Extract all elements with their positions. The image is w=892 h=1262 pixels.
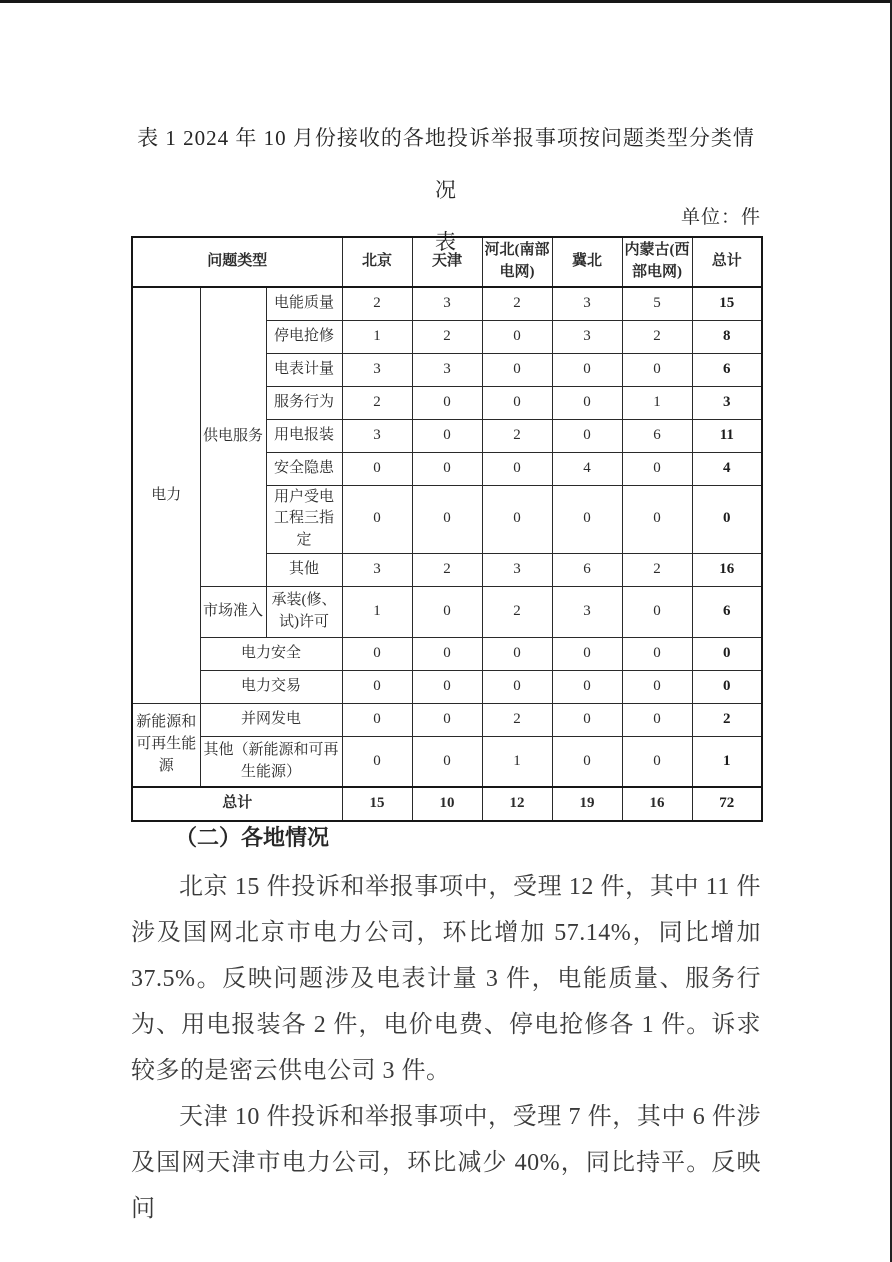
cell-total: 72: [692, 787, 762, 821]
cell-value: 0: [412, 386, 482, 419]
cell-value: 0: [552, 703, 622, 736]
cell-value: 3: [482, 553, 552, 586]
cell-value: 16: [622, 787, 692, 821]
row-label: 电力交易: [200, 670, 342, 703]
group-power-supply-service: 供电服务: [200, 287, 266, 586]
cell-value: 3: [552, 287, 622, 320]
header-problem-type: 问题类型: [132, 237, 342, 287]
table-title-line2: 表: [435, 230, 457, 254]
table-row: [132, 586, 762, 637]
cell-value: 0: [552, 637, 622, 670]
header-region-hebei: 河北(南部电网): [482, 237, 552, 287]
row-label: 承装(修、试)许可: [266, 586, 342, 637]
table-row: [132, 703, 762, 736]
cell-value: 0: [482, 353, 552, 386]
row-label: 服务行为: [266, 386, 342, 419]
cell-value: 2: [342, 287, 412, 320]
group-market-access: 市场准入: [200, 586, 266, 637]
cell-value: 0: [552, 353, 622, 386]
cell-value: 0: [412, 485, 482, 553]
cell-value: 2: [482, 703, 552, 736]
row-label: 用电报装: [266, 419, 342, 452]
paragraph-beijing: 北京 15 件投诉和举报事项中，受理 12 件，其中 11 件涉及国网北京市电力公司，环比增加 57.14%，同比增加 37.5%。反映问题涉及电表计量 3 件，电能质量、服务行为、用电报装各 2 件，电价电费、停电抢修各 1 件。诉求较多的是密云供电公司 3 件。: [131, 874, 761, 1084]
cell-total: 8: [692, 320, 762, 353]
cell-value: 0: [412, 736, 482, 787]
cell-value: 0: [622, 703, 692, 736]
page-top-edge: [0, 0, 892, 3]
cell-value: 2: [622, 320, 692, 353]
row-label: 用户受电工程三指定: [266, 485, 342, 553]
paragraph-tianjin: 天津 10 件投诉和举报事项中，受理 7 件，其中 6 件涉及国网天津市电力公司，环比减少 40%，同比持平。反映问: [131, 1104, 761, 1222]
table-row: [132, 670, 762, 703]
cell-value: 0: [622, 670, 692, 703]
cell-value: 0: [412, 703, 482, 736]
row-label: 停电抢修: [266, 320, 342, 353]
cell-value: 0: [342, 452, 412, 485]
row-label: 电表计量: [266, 353, 342, 386]
cell-total: 6: [692, 353, 762, 386]
cell-value: 2: [412, 553, 482, 586]
cell-value: 0: [482, 386, 552, 419]
row-label: 安全隐患: [266, 452, 342, 485]
cell-total: 0: [692, 485, 762, 553]
table-title-line1: 表 1 2024 年 10 月份接收的各地投诉举报事项按问题类型分类情况: [137, 126, 755, 202]
cell-total: 11: [692, 419, 762, 452]
cell-value: 5: [622, 287, 692, 320]
cell-value: 0: [482, 670, 552, 703]
cell-value: 0: [342, 637, 412, 670]
cell-value: 0: [622, 586, 692, 637]
total-row-label: 总计: [132, 787, 342, 821]
cell-total: 0: [692, 670, 762, 703]
cell-value: 0: [622, 736, 692, 787]
cell-value: 0: [342, 670, 412, 703]
header-region-jibei: 冀北: [552, 237, 622, 287]
table-row: [132, 736, 762, 787]
cell-value: 0: [412, 419, 482, 452]
header-region-beijing: 北京: [342, 237, 412, 287]
cell-value: 0: [552, 736, 622, 787]
cell-value: 1: [342, 586, 412, 637]
table-row: [132, 287, 762, 320]
cell-value: 1: [342, 320, 412, 353]
cell-value: 0: [552, 670, 622, 703]
cell-value: 1: [482, 736, 552, 787]
cell-value: 1: [622, 386, 692, 419]
cell-value: 0: [482, 485, 552, 553]
cell-value: 6: [552, 553, 622, 586]
cell-total: 4: [692, 452, 762, 485]
row-label: 电能质量: [266, 287, 342, 320]
cell-total: 6: [692, 586, 762, 637]
cell-value: 0: [552, 386, 622, 419]
cell-total: 1: [692, 736, 762, 787]
section-heading: （二）各地情况: [175, 825, 330, 850]
group-power: 电力: [132, 287, 200, 703]
cell-value: 0: [412, 670, 482, 703]
cell-value: 2: [412, 320, 482, 353]
row-label: 其他（新能源和可再生能源）: [200, 736, 342, 787]
cell-value: 0: [482, 320, 552, 353]
row-label: 其他: [266, 553, 342, 586]
cell-value: 0: [622, 353, 692, 386]
cell-value: 0: [622, 485, 692, 553]
cell-value: 0: [342, 736, 412, 787]
complaints-by-problem-type-table: [131, 236, 763, 822]
cell-value: 0: [552, 485, 622, 553]
row-label: 并网发电: [200, 703, 342, 736]
cell-value: 0: [412, 586, 482, 637]
cell-value: 3: [342, 353, 412, 386]
cell-value: 2: [482, 419, 552, 452]
unit-label: 单位：件: [680, 207, 761, 228]
cell-total: 16: [692, 553, 762, 586]
header-region-neimenggu: 内蒙古(西部电网): [622, 237, 692, 287]
cell-total: 2: [692, 703, 762, 736]
cell-total: 15: [692, 287, 762, 320]
header-region-tianjin: 天津: [412, 237, 482, 287]
cell-value: 0: [412, 637, 482, 670]
cell-value: 2: [482, 287, 552, 320]
cell-value: 2: [342, 386, 412, 419]
body-text-section: [131, 820, 761, 1232]
cell-value: 0: [552, 419, 622, 452]
table-total-row: [132, 787, 762, 821]
cell-value: 2: [482, 586, 552, 637]
header-total: 总计: [692, 237, 762, 287]
cell-value: 0: [412, 452, 482, 485]
cell-value: 3: [342, 553, 412, 586]
group-new-energy: 新能源和可再生能源: [132, 703, 200, 787]
cell-value: 0: [482, 637, 552, 670]
cell-total: 3: [692, 386, 762, 419]
cell-value: 4: [552, 452, 622, 485]
cell-value: 15: [342, 787, 412, 821]
cell-value: 3: [552, 320, 622, 353]
cell-value: 3: [412, 287, 482, 320]
cell-value: 2: [622, 553, 692, 586]
cell-value: 3: [342, 419, 412, 452]
cell-value: 0: [622, 637, 692, 670]
cell-value: 0: [622, 452, 692, 485]
row-label: 电力安全: [200, 637, 342, 670]
cell-value: 3: [412, 353, 482, 386]
cell-value: 0: [342, 485, 412, 553]
table-row: [132, 637, 762, 670]
cell-value: 10: [412, 787, 482, 821]
table-header-row: [132, 237, 762, 287]
cell-value: 6: [622, 419, 692, 452]
cell-value: 0: [342, 703, 412, 736]
cell-value: 3: [552, 586, 622, 637]
cell-value: 19: [552, 787, 622, 821]
cell-value: 0: [482, 452, 552, 485]
cell-value: 12: [482, 787, 552, 821]
cell-total: 0: [692, 637, 762, 670]
